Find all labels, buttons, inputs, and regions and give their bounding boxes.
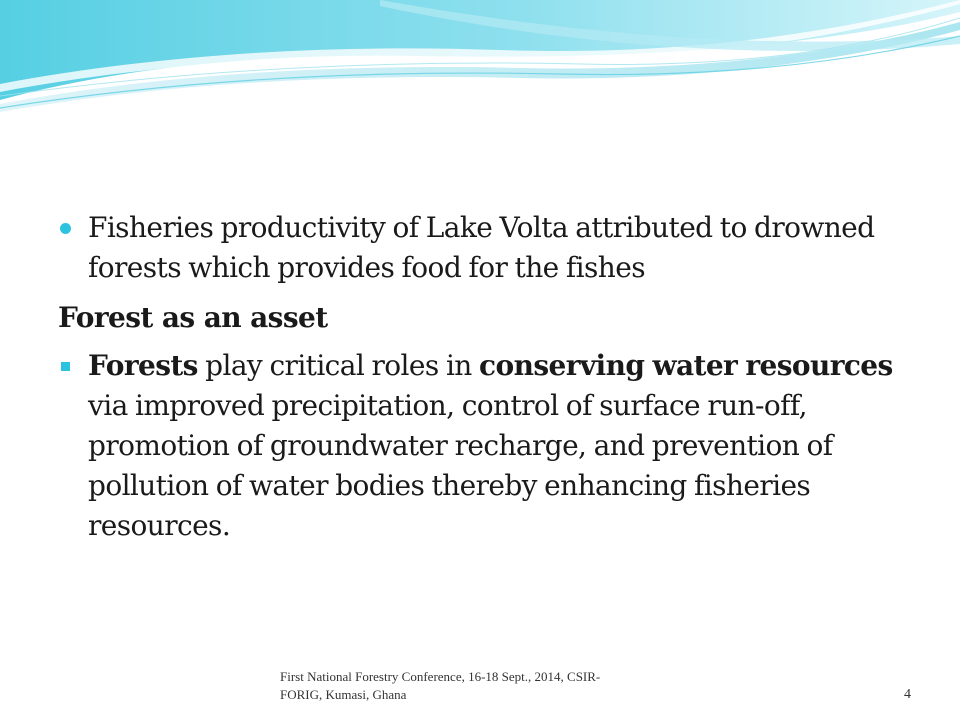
header-wave-decoration <box>0 0 960 120</box>
bold-term-forests: Forests <box>88 349 198 382</box>
slide-body <box>58 208 908 556</box>
square-bullet-icon <box>61 362 70 371</box>
bullet-item-lake-volta <box>58 208 908 288</box>
section-heading: Forest as an asset <box>58 301 328 334</box>
bullet-text <box>88 346 908 546</box>
footer-conference-note: First National Forestry Conference, 16-18 Sept., 2014, CSIR-FORIG, Kumasi, Ghana <box>280 669 601 702</box>
bullet-item-forest-roles <box>58 346 908 546</box>
bullet-text-segment: via improved precipitation, control of surface run-off, promotion of groundwater recharge, and prevention of pollution of water bodies thereby enhancing fisheries resources. <box>88 389 833 542</box>
page-number: 4 <box>904 687 911 702</box>
bullet-text-segment: play critical roles in <box>197 349 480 382</box>
bullet-text: Fisheries productivity of Lake Volta attributed to drowned forests which provides food for the fishes <box>88 211 875 284</box>
circle-bullet-icon <box>60 223 71 234</box>
bold-term-conserving-water: conserving water resources <box>479 349 893 382</box>
